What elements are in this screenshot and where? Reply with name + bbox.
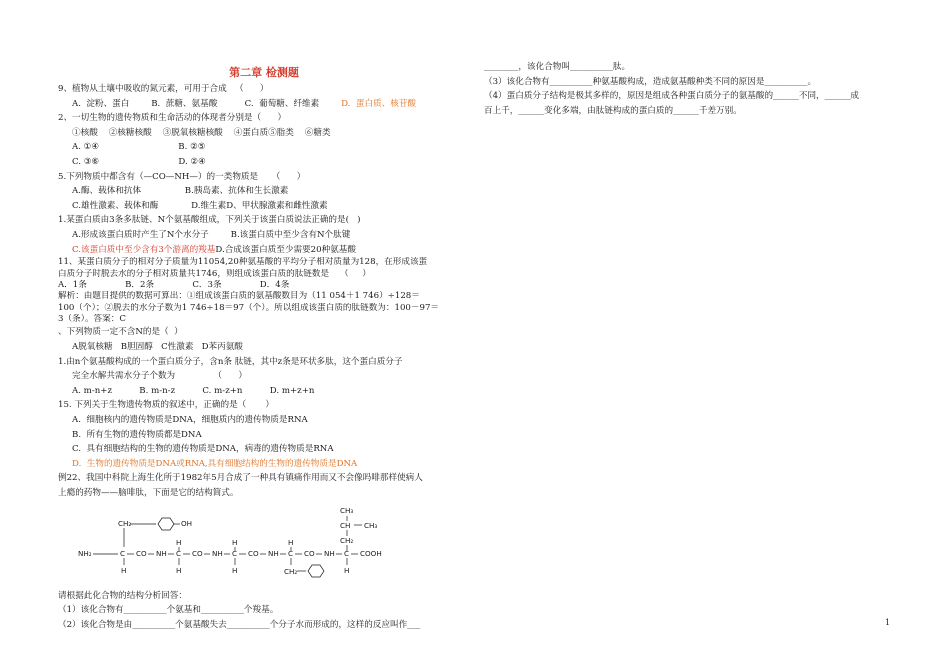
q11-analysis-2: 100（个）；②脱去的水分子数为1 746÷18＝97（个）。所以组成该蛋白质的肽链数为：100－97＝	[58, 302, 440, 313]
side-chain-phenylalanine	[284, 558, 324, 577]
right-column	[484, 60, 884, 118]
sc5-ch3-top: CH₃	[340, 505, 354, 515]
sc5-ch2: CH₂	[340, 535, 354, 545]
h-c2-bot: H	[176, 565, 182, 575]
ex22-q3: （3）该化合物有__________种氨基酸构成，造成氨基酸种类不同的原因是__________。	[484, 76, 817, 87]
q9-options	[58, 97, 470, 112]
q9-answer-d: D. 蛋白质、核苷酸	[341, 98, 417, 109]
q11-stem-2: 白质分子时脱去水的分子相对质量共1746，则组成该蛋白质的肽链数是 （ ）	[58, 268, 371, 279]
peptide-backbone	[78, 549, 382, 558]
q15-option-a: A. 细胞核内的遗传物质是DNA，细胞质内的遗传物质是RNA	[72, 415, 308, 426]
q11-options: A．1条 B．2条 C．3条 D．4条	[58, 279, 290, 290]
q1-option-d: D.合成该蛋白质至少需要20种氨基酸	[215, 244, 356, 255]
q15-answer-d: D. 生物的遗传物质是DNA或RNA,具有细胞结构的生物的遗传物质是DNA	[72, 458, 358, 469]
q1-options-ab: A.形成该蛋白质时产生了N个水分子 B.该蛋白质中至少含有N个肽键	[72, 229, 351, 240]
ex22-q2: （2）该化合物是由__________个氨基酸失去__________个分子水而形成的，这样的反应叫作___	[58, 619, 421, 630]
bb-nh4: NH	[324, 548, 335, 558]
q11-block	[58, 257, 470, 325]
q9-options-abc: A. 淀粉、蛋白 B. 蔗糖、氨基酸 C. 葡萄糖、纤维素	[72, 98, 342, 109]
q1-options-cd	[58, 243, 470, 258]
q5-stem: 5.下列物质中都含有（—CO—NH—）的一类物质是 （ ）	[58, 171, 306, 182]
page-number: 1	[885, 618, 891, 627]
bb-c2: C	[176, 548, 182, 558]
h-c5-bot: H	[344, 565, 350, 575]
qwater-stem-1: 1.由n个氨基酸构成的一个蛋白质分子，含n条 肽链，其中z条是环状多肽，这个蛋白质分子	[58, 356, 403, 367]
h-c1: H	[121, 565, 127, 575]
sc5-ch3-right: CH₃	[364, 520, 378, 530]
sc5-ch: CH	[340, 520, 351, 530]
enkephalin-structure	[58, 505, 470, 583]
h-c4-top: H	[288, 537, 294, 547]
ex22-q4-2: 百上千，______变化多端，由肽链构成的蛋白质的______千差万别。	[484, 105, 742, 116]
q2-items: ①核酸 ②核糖核酸 ③脱氧核糖核酸 ④蛋白质⑤脂类 ⑥糖类	[72, 127, 331, 138]
bb-nh2: NH₂	[78, 548, 92, 558]
h-c3-top: H	[232, 537, 238, 547]
q1-stem: 1.某蛋白质由3条多肽链、N个氨基酸组成，下列关于该蛋白质说法正确的是( )	[58, 215, 361, 226]
q11-stem-1: 11、某蛋白质分子的相对分子质量为11054,20种氨基酸的平均分子相对质量为128，在形成该蛋	[58, 257, 428, 268]
sc4-ch2: CH₂	[284, 566, 298, 576]
bb-c5: C	[344, 548, 350, 558]
ex22-q4-1: （4）蛋白质分子结构是极其多样的，原因是组成各种蛋白质分子的氨基酸的______不同，______成	[484, 91, 860, 102]
left-column	[58, 66, 470, 632]
q5-options-ab: A.酶、载体和抗体 B.胰岛素、抗体和生长激素	[72, 186, 289, 197]
bb-c1: C	[120, 548, 126, 558]
q15-option-c: C. 具有细胞结构的生物的遗传物质是DNA，病毒的遗传物质是RNA	[72, 444, 334, 455]
q15-stem: 15. 下列关于生物遗传物质的叙述中，正确的是（ ）	[58, 400, 274, 411]
bb-co1: CO	[136, 548, 147, 558]
ex22-q2-cont: ________，该化合物叫__________肽。	[484, 62, 631, 72]
bb-nh1: NH	[156, 548, 167, 558]
q11-analysis-1: 解析：由题目提供的数据可算出：①组成该蛋白质的氨基酸数目为（11 054＋1 746）÷128＝	[58, 291, 420, 302]
h-c2-top: H	[176, 537, 182, 547]
sc1-ch2: CH₂	[118, 518, 132, 528]
q11-analysis-3: 3（条）。答案：C	[58, 314, 126, 325]
q2-options-ab: A. ①④ B. ②⑤	[72, 142, 206, 153]
bb-co2: CO	[192, 548, 203, 558]
side-chain-leucine	[340, 506, 377, 551]
q5-options-cd: C.雄性激素、载体和酶 D.维生素D、甲状腺激素和雌性激素	[72, 200, 328, 211]
q15-option-b: B. 所有生物的遗传物质都是DNA	[72, 429, 202, 440]
qwater-stem-2: 完全水解共需水分子个数为 （ ）	[72, 371, 247, 382]
q1-answer-c: C.该蛋白质中至少含有3个游离的羧基	[72, 244, 216, 255]
qn-options: A脱氧核糖 B胆固醇 C性激素 D苯丙氨酸	[72, 342, 243, 353]
qn-stem: 、下列物质一定不含N的是（ ）	[58, 327, 183, 338]
page-title: 第二章 检测题	[229, 66, 299, 79]
bb-c3: C	[232, 548, 238, 558]
bb-co3: CO	[248, 548, 259, 558]
bb-nh2b: NH	[212, 548, 223, 558]
h-c3-bot: H	[232, 565, 238, 575]
ex22-stem-1: 例22、我国中科院上海生化所于1982年5月合成了一种具有镇痛作用而又不会像吗啡那样使病人	[58, 473, 423, 484]
q9-stem: 9、植物从土壤中吸收的氮元素，可用于合成 （ ）	[58, 84, 269, 94]
ex22-q1: （1）该化合物有__________个氨基和__________个羧基。	[58, 605, 279, 616]
qwater-options: A. m-n+z B. m-n-z C. m-z+n D. m+z+n	[72, 385, 315, 396]
bb-nh3: NH	[268, 548, 279, 558]
ex22-instruction: 请根据此化合物的结构分析回答：	[58, 590, 187, 601]
sc1-oh: OH	[181, 518, 193, 528]
q2-stem: 2、一切生物的遗传物质和生命活动的体现者分别是（ ）	[58, 113, 287, 124]
q2-options-cd: C. ③⑥ D. ②④	[72, 156, 206, 167]
bb-c4: C	[288, 548, 294, 558]
ex22-stem-2: 上瘾的药物——脑啡肽，下面是它的结构简式。	[58, 488, 239, 498]
bb-co4: CO	[304, 548, 315, 558]
bb-cooh: COOH	[360, 548, 382, 558]
